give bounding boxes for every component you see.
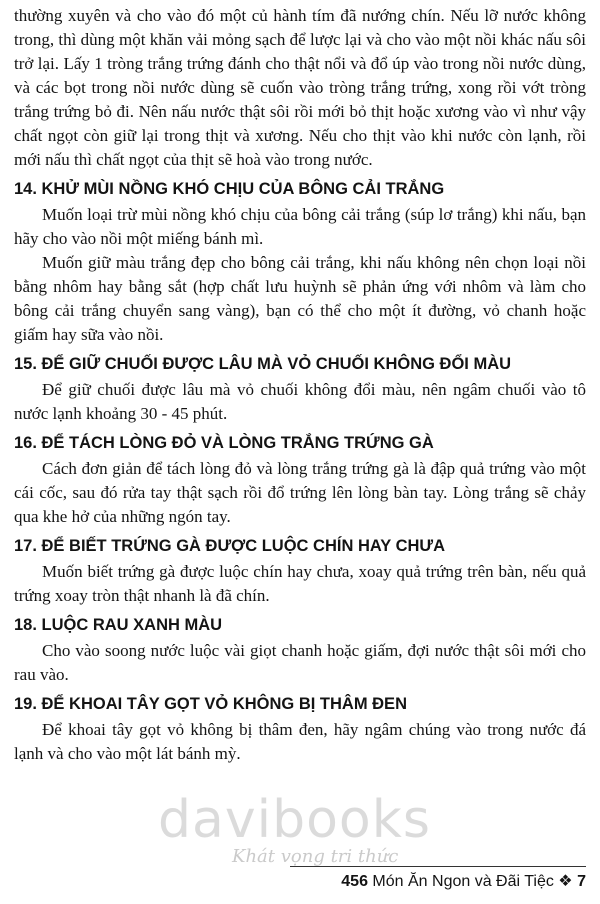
section-18: [14, 614, 586, 687]
page-body: [14, 4, 586, 766]
footer-book-title: Món Ăn Ngon và Đãi Tiệc: [372, 873, 554, 890]
section-heading: 19. ĐỂ KHOAI TÂY GỌT VỎ KHÔNG BỊ THÂM ĐEN: [14, 695, 407, 713]
watermark-brand: davibooks: [158, 790, 431, 850]
section-14: [14, 178, 586, 347]
section-paragraph: Muốn biết trứng gà được luộc chín hay chưa, xoay quả trứng trên bàn, nếu quả trứng xoay tròn thật nhanh là đã chín.: [14, 562, 586, 605]
section-heading: 16. ĐỂ TÁCH LÒNG ĐỎ VÀ LÒNG TRẮNG TRỨNG GÀ: [14, 434, 434, 452]
section-17: [14, 535, 586, 608]
section-heading: 17. ĐỂ BIẾT TRỨNG GÀ ĐƯỢC LUỘC CHÍN HAY CHƯA: [14, 537, 446, 555]
section-paragraph: Muốn loại trừ mùi nồng khó chịu của bông cải trắng (súp lơ trắng) khi nấu, bạn hãy cho vào nồi một miếng bánh mì.: [14, 205, 586, 248]
section-16: [14, 432, 586, 529]
footer-page-number: 456: [341, 873, 368, 890]
section-heading: 14. KHỬ MÙI NỒNG KHÓ CHỊU CỦA BÔNG CẢI TRẮNG: [14, 180, 445, 198]
section-paragraph: Để giữ chuối được lâu mà vỏ chuối không đổi màu, nên ngâm chuối vào tô nước lạnh khoảng 30 - 45 phút.: [14, 380, 586, 423]
section-heading: 15. ĐỂ GIỮ CHUỐI ĐƯỢC LÂU MÀ VỎ CHUỐI KHÔNG ĐỔI MÀU: [14, 355, 512, 373]
page-footer: [341, 871, 586, 891]
section-paragraph: Cho vào soong nước luộc vài giọt chanh hoặc giấm, đợi nước thật sôi mới cho rau vào.: [14, 641, 586, 684]
section-paragraph: Muốn giữ màu trắng đẹp cho bông cải trắng, khi nấu không nên chọn loại nồi bằng nhôm hay bằng sắt (hợp chất lưu huỳnh sẽ phản ứng với nhôm và làm cho bông cải trắng chuyển sang vàng), bạn có thể cho một ít đường, vỏ chanh hoặc giấm hay sữa vào nồi.: [14, 253, 586, 344]
section-15: [14, 353, 586, 426]
intro-paragraph: thường xuyên và cho vào đó một củ hành tím đã nướng chín. Nếu lỡ nước không trong, thì dùng một khăn vải mỏng sạch để lược lại và cho vào một nồi khác nấu sôi trở lại. Lấy 1 tròng trắng trứng đánh cho thật nổi và đổ úp vào trong nồi nước dùng, và các bọt trong nồi nước dùng sẽ cuốn vào tròng trắng trứng, xong rồi vớt tròng trắng trứng bỏ đi. Nên nấu nước thật sôi rồi mới bỏ thịt hoặc xương vào vì như vậy chất ngọt còn giữ lại trong thịt và xương. Nếu cho thịt vào khi nước còn lạnh, rồi mới nấu thì chất ngọt của thịt sẽ hoà vào trong nước.: [14, 6, 586, 169]
section-paragraph: Cách đơn giản để tách lòng đỏ và lòng trắng trứng gà là đập quả trứng vào một cái cốc, sau đó rửa tay thật sạch rồi đổ trứng lên lòng bàn tay. Lòng trắng sẽ chảy qua khe hở của những ngón tay.: [14, 459, 586, 526]
ornament-icon: ❖: [558, 873, 573, 890]
watermark-tagline: Khát vọng tri thức: [232, 846, 399, 867]
section-paragraph: Để khoai tây gọt vỏ không bị thâm đen, hãy ngâm chúng vào trong nước đá lạnh và cho vào một lát bánh mỳ.: [14, 720, 586, 763]
footer-divider: [290, 866, 586, 867]
section-19: [14, 693, 586, 766]
section-heading: 18. LUỘC RAU XANH MÀU: [14, 616, 223, 634]
footer-page: 7: [577, 873, 586, 890]
